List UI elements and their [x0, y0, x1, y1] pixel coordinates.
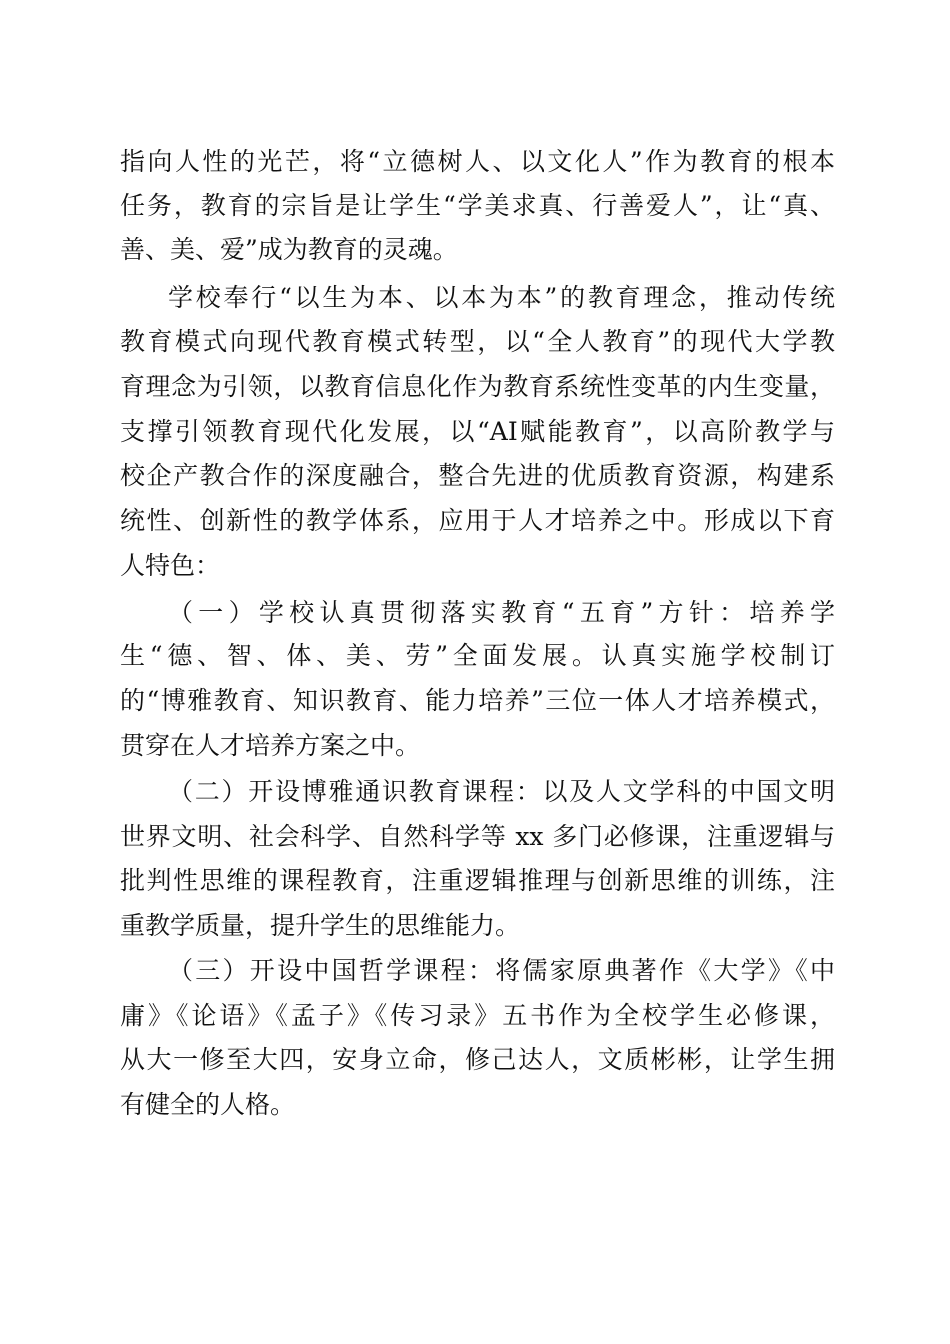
paragraph-line: 指向人性的光芒，将“立德树人、以文化人”作为教育的根本	[120, 147, 835, 176]
paragraph-line: （二）开设博雅通识教育课程：以及人文学科的中国文明	[168, 777, 835, 806]
paragraph-line: 批判性思维的课程教育，注重逻辑推理与创新思维的训练，注	[120, 866, 835, 895]
paragraph-line: 世界文明、社会科学、自然科学等 xx 多门必修课，注重逻辑与	[120, 822, 835, 851]
paragraph-line: 校企产教合作的深度融合，整合先进的优质教育资源，构建系	[120, 461, 835, 490]
paragraph-line: 学校奉行“以生为本、以本为本”的教育理念，推动传统	[168, 283, 835, 312]
paragraph-line: 任务，教育的宗旨是让学生“学美求真、行善爱人”，让“真、	[120, 191, 835, 220]
paragraph-line: 从大一修至大四，安身立命，修己达人，文质彬彬，让学生拥	[120, 1045, 835, 1074]
paragraph-line: 善、美、爱”成为教育的灵魂。	[120, 235, 458, 264]
paragraph-line: 的“博雅教育、知识教育、能力培养”三位一体人才培养模式，	[120, 686, 835, 715]
paragraph-line: （一）学校认真贯彻落实教育“五育”方针：培养学	[168, 598, 835, 627]
paragraph-line: 统性、创新性的教学体系，应用于人才培养之中。形成以下育	[120, 506, 835, 535]
paragraph-line: 庸》《论语》《孟子》《传习录》五书作为全校学生必修课，	[120, 1001, 835, 1030]
paragraph-line: 有健全的人格。	[120, 1090, 296, 1119]
paragraph-line: （三）开设中国哲学课程：将儒家原典著作《大学》《中	[168, 956, 835, 985]
paragraph-line: 教育模式向现代教育模式转型，以“全人教育”的现代大学教	[120, 327, 835, 356]
paragraph-line: 支撑引领教育现代化发展，以“AI赋能教育”，以高阶教学与	[120, 417, 835, 446]
paragraph-line: 人特色：	[120, 551, 221, 580]
paragraph-line: 生“德、智、体、美、劳”全面发展。认真实施学校制订	[120, 641, 835, 670]
paragraph-line: 重教学质量，提升学生的思维能力。	[120, 911, 521, 940]
paragraph-line: 贯穿在人才培养方案之中。	[120, 731, 421, 760]
paragraph-line: 育理念为引领，以教育信息化作为教育系统性变革的内生变量，	[120, 372, 835, 401]
